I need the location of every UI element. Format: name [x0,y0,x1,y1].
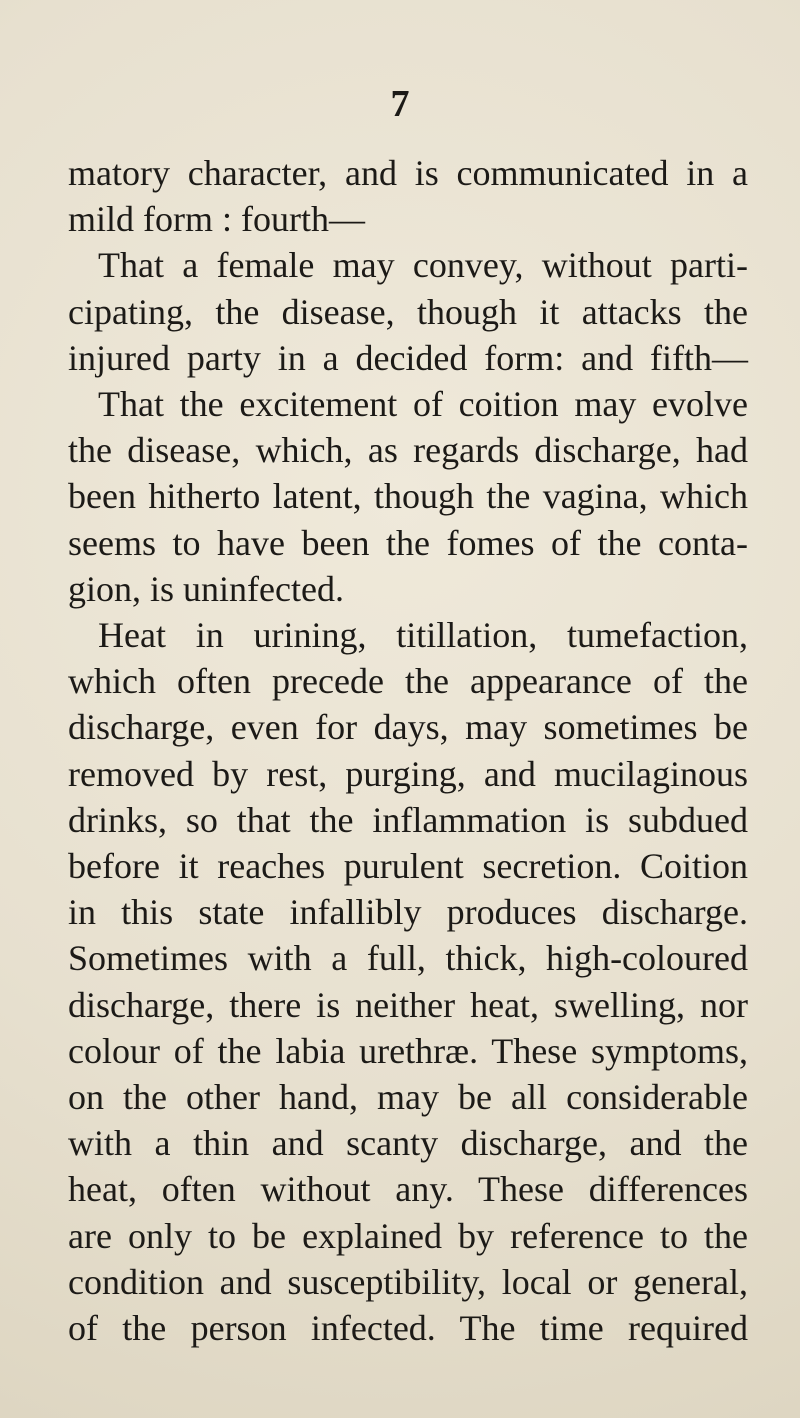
text-line: gion, is uninfected. [68,568,344,609]
text-line: mild form : fourth— [68,199,365,240]
text-line: been hitherto latent, though the vagina, which [68,476,748,517]
text-line: in this state infallibly produces discharge. [68,892,748,933]
text-line: with a thin and scanty discharge, and the [68,1123,748,1164]
text-line: That the excitement of coition may evolve [98,384,748,425]
text-line: colour of the labia urethræ. These symptoms, [68,1030,748,1071]
text-line: discharge, there is neither heat, swelling, nor [68,984,748,1025]
text-line: the disease, which, as regards discharge, had [68,430,748,471]
body-text [68,150,748,1351]
text-line: Heat in urining, titillation, tumefaction, [98,615,748,656]
text-line: before it reaches purulent secretion. Coition [68,846,748,887]
text-line: cipating, the disease, though it attacks the [68,291,748,332]
text-line: discharge, even for days, may sometimes be [68,707,748,748]
text-line: injured party in a decided form: and fifth— [68,337,748,378]
text-line: heat, often without any. These differences [68,1169,748,1210]
text-line: removed by rest, purging, and mucilaginous [68,753,748,794]
text-line: Sometimes with a full, thick, high-coloured [68,938,748,979]
text-line: which often precede the appearance of the [68,661,748,702]
text-line: are only to be explained by reference to the [68,1215,748,1256]
text-line: of the person infected. The time required [68,1308,748,1349]
text-line: seems to have been the fomes of the conta- [68,522,748,563]
text-line: That a female may convey, without parti- [98,245,748,286]
text-line: condition and susceptibility, local or general, [68,1261,748,1302]
text-line: matory character, and is communicated in a [68,153,748,193]
text-line: on the other hand, may be all considerable [68,1077,748,1118]
page-number: 7 [390,83,410,125]
text-line: drinks, so that the inflammation is subdued [68,799,748,840]
